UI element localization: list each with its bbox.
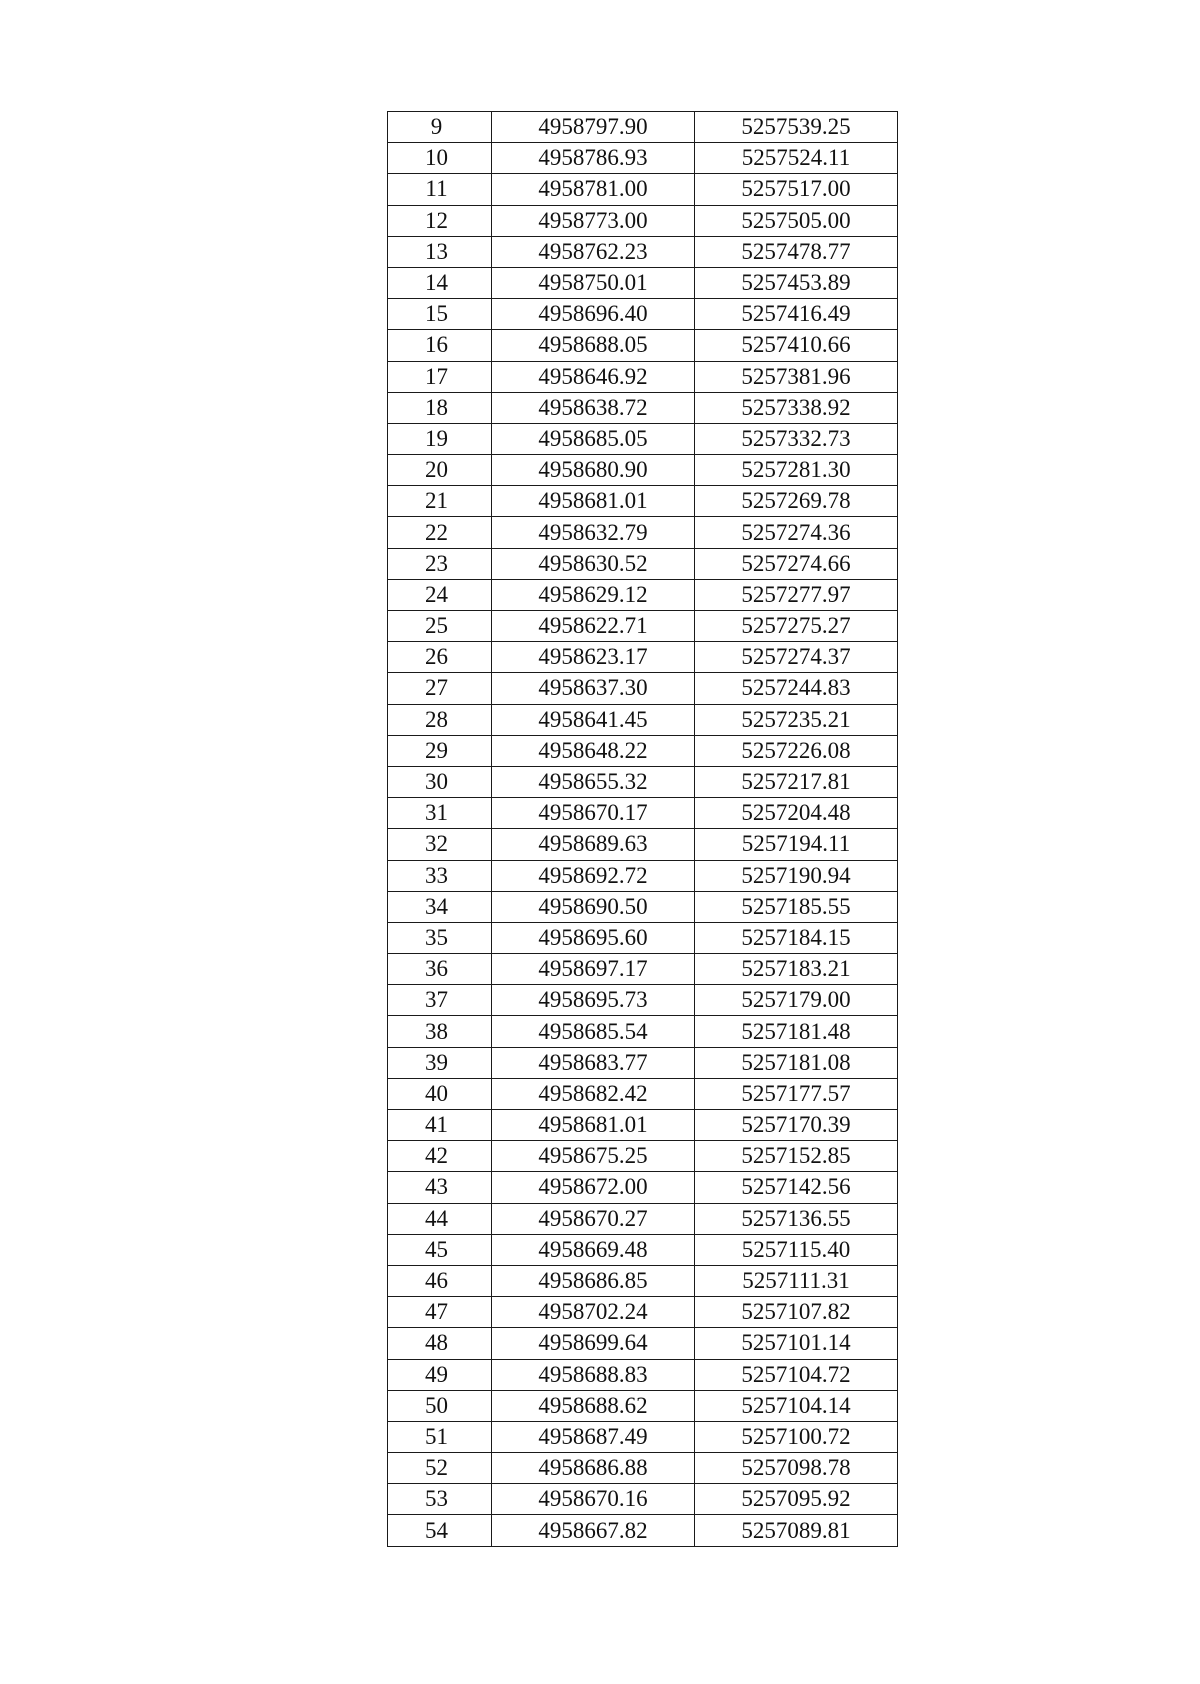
x-coordinate-cell: 4958680.90 [492, 455, 695, 486]
table-row [388, 330, 898, 361]
y-coordinate-cell: 5257274.66 [695, 548, 898, 579]
x-coordinate-cell: 4958670.17 [492, 798, 695, 829]
x-coordinate-cell: 4958670.27 [492, 1203, 695, 1234]
point-number-cell: 11 [388, 174, 492, 205]
table-row [388, 1016, 898, 1047]
x-coordinate-cell: 4958682.42 [492, 1078, 695, 1109]
point-number-cell: 52 [388, 1453, 492, 1484]
y-coordinate-cell: 5257274.36 [695, 517, 898, 548]
x-coordinate-cell: 4958773.00 [492, 205, 695, 236]
point-number-cell: 32 [388, 829, 492, 860]
table-row [388, 642, 898, 673]
point-number-cell: 28 [388, 704, 492, 735]
point-number-cell: 50 [388, 1390, 492, 1421]
table-row [388, 1390, 898, 1421]
point-number-cell: 51 [388, 1421, 492, 1452]
y-coordinate-cell: 5257104.72 [695, 1359, 898, 1390]
point-number-cell: 36 [388, 954, 492, 985]
y-coordinate-cell: 5257181.08 [695, 1047, 898, 1078]
y-coordinate-cell: 5257410.66 [695, 330, 898, 361]
x-coordinate-cell: 4958685.05 [492, 423, 695, 454]
table-row [388, 548, 898, 579]
y-coordinate-cell: 5257269.78 [695, 486, 898, 517]
table-row [388, 423, 898, 454]
table-row [388, 174, 898, 205]
point-number-cell: 23 [388, 548, 492, 579]
y-coordinate-cell: 5257524.11 [695, 143, 898, 174]
table-row [388, 1328, 898, 1359]
y-coordinate-cell: 5257539.25 [695, 112, 898, 143]
table-row [388, 1047, 898, 1078]
point-number-cell: 41 [388, 1110, 492, 1141]
point-number-cell: 49 [388, 1359, 492, 1390]
x-coordinate-cell: 4958629.12 [492, 579, 695, 610]
y-coordinate-cell: 5257235.21 [695, 704, 898, 735]
point-number-cell: 39 [388, 1047, 492, 1078]
point-number-cell: 44 [388, 1203, 492, 1234]
point-number-cell: 15 [388, 299, 492, 330]
table-row [388, 891, 898, 922]
table-row [388, 1421, 898, 1452]
y-coordinate-cell: 5257104.14 [695, 1390, 898, 1421]
point-number-cell: 43 [388, 1172, 492, 1203]
y-coordinate-cell: 5257517.00 [695, 174, 898, 205]
y-coordinate-cell: 5257275.27 [695, 611, 898, 642]
table-row [388, 1359, 898, 1390]
point-number-cell: 38 [388, 1016, 492, 1047]
table-row [388, 1110, 898, 1141]
y-coordinate-cell: 5257416.49 [695, 299, 898, 330]
x-coordinate-cell: 4958623.17 [492, 642, 695, 673]
y-coordinate-cell: 5257107.82 [695, 1297, 898, 1328]
x-coordinate-cell: 4958630.52 [492, 548, 695, 579]
y-coordinate-cell: 5257453.89 [695, 267, 898, 298]
table-row [388, 922, 898, 953]
x-coordinate-cell: 4958681.01 [492, 486, 695, 517]
x-coordinate-cell: 4958699.64 [492, 1328, 695, 1359]
table-row [388, 860, 898, 891]
y-coordinate-cell: 5257244.83 [695, 673, 898, 704]
point-number-cell: 16 [388, 330, 492, 361]
y-coordinate-cell: 5257478.77 [695, 236, 898, 267]
point-number-cell: 37 [388, 985, 492, 1016]
point-number-cell: 21 [388, 486, 492, 517]
x-coordinate-cell: 4958641.45 [492, 704, 695, 735]
point-number-cell: 17 [388, 361, 492, 392]
point-number-cell: 26 [388, 642, 492, 673]
table-row [388, 299, 898, 330]
table-row [388, 829, 898, 860]
y-coordinate-cell: 5257183.21 [695, 954, 898, 985]
x-coordinate-cell: 4958688.05 [492, 330, 695, 361]
x-coordinate-cell: 4958750.01 [492, 267, 695, 298]
table-row [388, 735, 898, 766]
point-number-cell: 46 [388, 1265, 492, 1296]
point-number-cell: 45 [388, 1234, 492, 1265]
y-coordinate-cell: 5257111.31 [695, 1265, 898, 1296]
x-coordinate-cell: 4958681.01 [492, 1110, 695, 1141]
table-row [388, 1484, 898, 1515]
point-number-cell: 13 [388, 236, 492, 267]
y-coordinate-cell: 5257190.94 [695, 860, 898, 891]
x-coordinate-cell: 4958686.85 [492, 1265, 695, 1296]
table-row [388, 517, 898, 548]
table-row [388, 766, 898, 797]
y-coordinate-cell: 5257338.92 [695, 392, 898, 423]
point-number-cell: 27 [388, 673, 492, 704]
x-coordinate-cell: 4958690.50 [492, 891, 695, 922]
table-row [388, 112, 898, 143]
table-row [388, 236, 898, 267]
y-coordinate-cell: 5257152.85 [695, 1141, 898, 1172]
y-coordinate-cell: 5257226.08 [695, 735, 898, 766]
x-coordinate-cell: 4958762.23 [492, 236, 695, 267]
x-coordinate-cell: 4958667.82 [492, 1515, 695, 1546]
table-row [388, 267, 898, 298]
y-coordinate-cell: 5257100.72 [695, 1421, 898, 1452]
y-coordinate-cell: 5257136.55 [695, 1203, 898, 1234]
x-coordinate-cell: 4958688.83 [492, 1359, 695, 1390]
table-row [388, 361, 898, 392]
table-row [388, 611, 898, 642]
x-coordinate-cell: 4958687.49 [492, 1421, 695, 1452]
point-number-cell: 35 [388, 922, 492, 953]
y-coordinate-cell: 5257381.96 [695, 361, 898, 392]
table-row [388, 1141, 898, 1172]
x-coordinate-cell: 4958688.62 [492, 1390, 695, 1421]
table-row [388, 1297, 898, 1328]
point-number-cell: 14 [388, 267, 492, 298]
y-coordinate-cell: 5257184.15 [695, 922, 898, 953]
x-coordinate-cell: 4958669.48 [492, 1234, 695, 1265]
point-number-cell: 54 [388, 1515, 492, 1546]
x-coordinate-cell: 4958675.25 [492, 1141, 695, 1172]
y-coordinate-cell: 5257194.11 [695, 829, 898, 860]
x-coordinate-cell: 4958697.17 [492, 954, 695, 985]
y-coordinate-cell: 5257281.30 [695, 455, 898, 486]
y-coordinate-cell: 5257098.78 [695, 1453, 898, 1484]
point-number-cell: 19 [388, 423, 492, 454]
point-number-cell: 29 [388, 735, 492, 766]
x-coordinate-cell: 4958632.79 [492, 517, 695, 548]
y-coordinate-cell: 5257505.00 [695, 205, 898, 236]
point-number-cell: 42 [388, 1141, 492, 1172]
table-row [388, 704, 898, 735]
x-coordinate-cell: 4958797.90 [492, 112, 695, 143]
y-coordinate-cell: 5257101.14 [695, 1328, 898, 1359]
y-coordinate-cell: 5257115.40 [695, 1234, 898, 1265]
y-coordinate-cell: 5257185.55 [695, 891, 898, 922]
x-coordinate-cell: 4958670.16 [492, 1484, 695, 1515]
x-coordinate-cell: 4958683.77 [492, 1047, 695, 1078]
table-row [388, 1515, 898, 1546]
table-row [388, 1265, 898, 1296]
table-row [388, 1172, 898, 1203]
point-number-cell: 33 [388, 860, 492, 891]
x-coordinate-cell: 4958692.72 [492, 860, 695, 891]
y-coordinate-cell: 5257204.48 [695, 798, 898, 829]
y-coordinate-cell: 5257089.81 [695, 1515, 898, 1546]
coordinates-table-body [388, 112, 898, 1547]
x-coordinate-cell: 4958637.30 [492, 673, 695, 704]
table-row [388, 579, 898, 610]
point-number-cell: 10 [388, 143, 492, 174]
table-row [388, 1234, 898, 1265]
x-coordinate-cell: 4958655.32 [492, 766, 695, 797]
table-row [388, 798, 898, 829]
point-number-cell: 47 [388, 1297, 492, 1328]
x-coordinate-cell: 4958695.73 [492, 985, 695, 1016]
point-number-cell: 31 [388, 798, 492, 829]
point-number-cell: 48 [388, 1328, 492, 1359]
x-coordinate-cell: 4958672.00 [492, 1172, 695, 1203]
y-coordinate-cell: 5257095.92 [695, 1484, 898, 1515]
point-number-cell: 22 [388, 517, 492, 548]
table-row [388, 486, 898, 517]
table-row [388, 1078, 898, 1109]
point-number-cell: 34 [388, 891, 492, 922]
point-number-cell: 25 [388, 611, 492, 642]
y-coordinate-cell: 5257274.37 [695, 642, 898, 673]
point-number-cell: 12 [388, 205, 492, 236]
point-number-cell: 30 [388, 766, 492, 797]
table-row [388, 143, 898, 174]
x-coordinate-cell: 4958696.40 [492, 299, 695, 330]
table-row [388, 455, 898, 486]
x-coordinate-cell: 4958702.24 [492, 1297, 695, 1328]
table-row [388, 673, 898, 704]
point-number-cell: 9 [388, 112, 492, 143]
table-row [388, 392, 898, 423]
point-number-cell: 53 [388, 1484, 492, 1515]
point-number-cell: 24 [388, 579, 492, 610]
y-coordinate-cell: 5257181.48 [695, 1016, 898, 1047]
y-coordinate-cell: 5257277.97 [695, 579, 898, 610]
x-coordinate-cell: 4958646.92 [492, 361, 695, 392]
point-number-cell: 18 [388, 392, 492, 423]
x-coordinate-cell: 4958685.54 [492, 1016, 695, 1047]
y-coordinate-cell: 5257217.81 [695, 766, 898, 797]
x-coordinate-cell: 4958638.72 [492, 392, 695, 423]
y-coordinate-cell: 5257179.00 [695, 985, 898, 1016]
y-coordinate-cell: 5257177.57 [695, 1078, 898, 1109]
table-row [388, 1453, 898, 1484]
x-coordinate-cell: 4958622.71 [492, 611, 695, 642]
x-coordinate-cell: 4958689.63 [492, 829, 695, 860]
x-coordinate-cell: 4958781.00 [492, 174, 695, 205]
table-row [388, 954, 898, 985]
x-coordinate-cell: 4958686.88 [492, 1453, 695, 1484]
table-row [388, 985, 898, 1016]
x-coordinate-cell: 4958786.93 [492, 143, 695, 174]
x-coordinate-cell: 4958695.60 [492, 922, 695, 953]
y-coordinate-cell: 5257142.56 [695, 1172, 898, 1203]
point-number-cell: 40 [388, 1078, 492, 1109]
y-coordinate-cell: 5257170.39 [695, 1110, 898, 1141]
point-number-cell: 20 [388, 455, 492, 486]
coordinates-table [387, 111, 898, 1547]
y-coordinate-cell: 5257332.73 [695, 423, 898, 454]
table-row [388, 1203, 898, 1234]
x-coordinate-cell: 4958648.22 [492, 735, 695, 766]
table-row [388, 205, 898, 236]
